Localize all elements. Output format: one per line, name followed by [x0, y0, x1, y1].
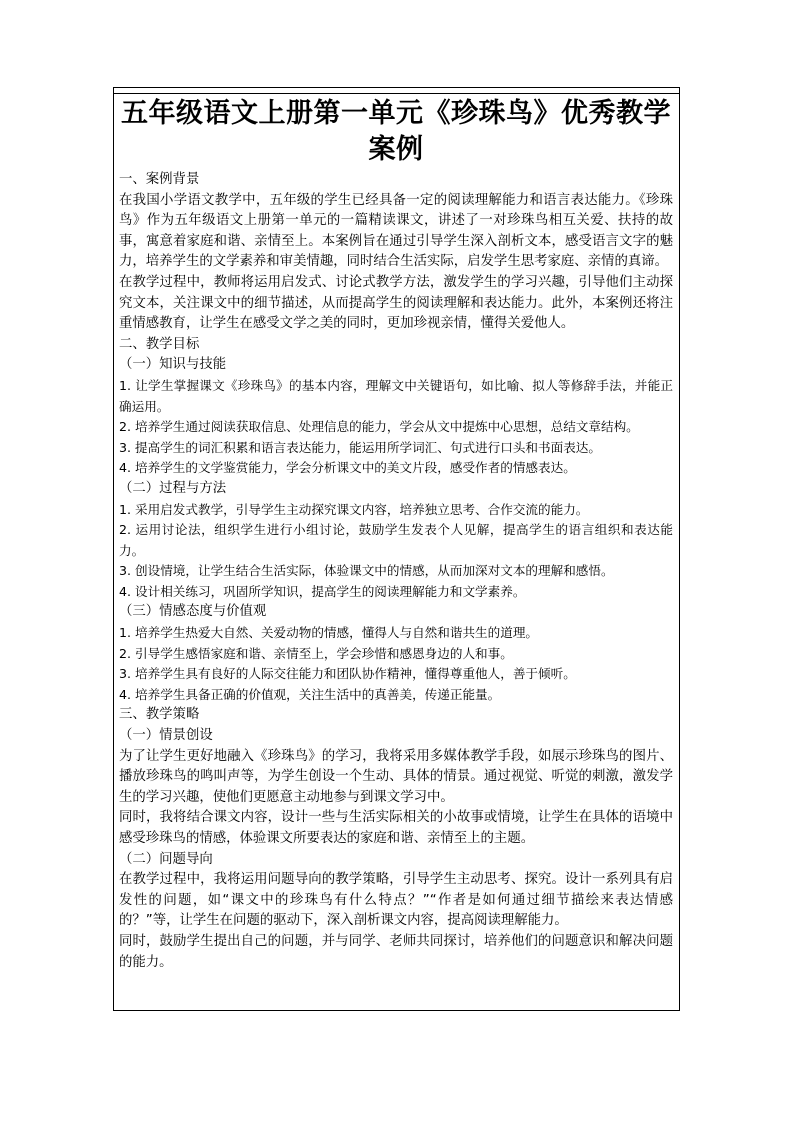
- list-item: 4. 设计相关练习，巩固所学知识，提高学生的阅读理解能力和文学素养。: [119, 583, 526, 599]
- document-frame: [113, 87, 680, 1011]
- section-heading-objectives: 二、教学目标: [119, 336, 200, 352]
- subsection-heading: （三）情感态度与价值观: [119, 604, 267, 620]
- subsection-heading: （一）情景创设: [119, 728, 213, 744]
- list-item: 1. 采用启发式教学，引导学生主动探究课文内容，培养独立思考、合作交流的能力。: [119, 501, 589, 517]
- subsection-heading: （二）问题导向: [119, 851, 213, 867]
- paragraph: 在我国小学语文教学中，五年级的学生已经具备一定的阅读理解能力和语言表达能力。《珍珠鸟》作为五年级语文上册第一单元的一篇精读课文，讲述了一对珍珠鸟相互关爱、扶持的故事，寓意着家庭和谐、亲情至上。本案例旨在通过引导学生深入剖析文本，感受语言文字的魅力，培养学生的文学素养和审美情趣，同时结合生活实际，启发学生思考家庭、亲情的真谛。: [119, 192, 673, 270]
- list-item: 3. 提高学生的词汇积累和语言表达能力，能运用所学词汇、句式进行口头和书面表达。: [119, 439, 601, 455]
- list-item: 1. 让学生掌握课文《珍珠鸟》的基本内容，理解文中关键语句，如比喻、拟人等修辞手法，并能正确运用。: [119, 377, 673, 414]
- list-item: 2. 引导学生感悟家庭和谐、亲情至上，学会珍惜和感恩身边的人和事。: [119, 645, 513, 661]
- section-heading-background: 一、案例背景: [119, 172, 200, 187]
- paragraph: 在教学过程中，教师将运用启发式、讨论式教学方法，激发学生的学习兴趣，引导他们主动探究文本，关注课文中的细节描述，从而提高学生的阅读理解和表达能力。此外，本案例还将注重情感教育，让学生在感受文学之美的同时，更加珍视亲情，懂得关爱他人。: [119, 274, 673, 332]
- section-heading-strategies: 三、教学策略: [119, 707, 200, 723]
- document-title: 五年级语文上册第一单元《珍珠鸟》优秀教学案例: [121, 98, 671, 165]
- document-content: [119, 94, 673, 973]
- subsection-heading: （二）过程与方法: [119, 480, 227, 496]
- list-item: 1. 培养学生热爱大自然、关爱动物的情感，懂得人与自然和谐共生的道理。: [119, 625, 539, 641]
- list-item: 2. 运用讨论法，组织学生进行小组讨论，鼓励学生发表个人见解，提高学生的语言组织和表达能力。: [119, 522, 673, 558]
- list-item: 3. 创设情境，让学生结合生活实际，体验课文中的情感，从而加深对文本的理解和感悟。: [119, 563, 614, 579]
- paragraph: 同时，鼓励学生提出自己的问题，并与同学、老师共同探讨，培养他们的问题意识和解决问题的能力。: [119, 933, 673, 970]
- paragraph: 在教学过程中，我将运用问题导向的教学策略，引导学生主动思考、探究。设计一系列具有启发性的问题，如“课文中的珍珠鸟有什么特点？”“作者是如何通过细节描绘来表达情感的？”等，让学生在问题的驱动下，深入剖析课文内容，提高阅读理解能力。: [119, 872, 673, 929]
- paragraph: 为了让学生更好地融入《珍珠鸟》的学习，我将采用多媒体教学手段，如展示珍珠鸟的图片、播放珍珠鸟的鸣叫声等，为学生创设一个生动、具体的情景。通过视觉、听觉的刺激，激发学生的学习兴趣，使他们更愿意主动地参与到课文学习中。: [119, 748, 673, 805]
- list-item: 4. 培养学生具备正确的价值观，关注生活中的真善美，传递正能量。: [119, 686, 501, 702]
- subsection-heading: （一）知识与技能: [119, 357, 227, 373]
- list-item: 4. 培养学生的文学鉴赏能力，学会分析课文中的美文片段，感受作者的情感表达。: [119, 460, 576, 476]
- list-item: 3. 培养学生具有良好的人际交往能力和团队协作精神，懂得尊重他人，善于倾听。: [119, 666, 576, 682]
- list-item: 2. 培养学生通过阅读获取信息、处理信息的能力，学会从文中提炼中心思想，总结文章结构。: [119, 419, 639, 435]
- paragraph: 同时，我将结合课文内容，设计一些与生活实际相关的小故事或情境，让学生在具体的语境中感受珍珠鸟的情感，体验课文所要表达的家庭和谐、亲情至上的主题。: [119, 810, 673, 846]
